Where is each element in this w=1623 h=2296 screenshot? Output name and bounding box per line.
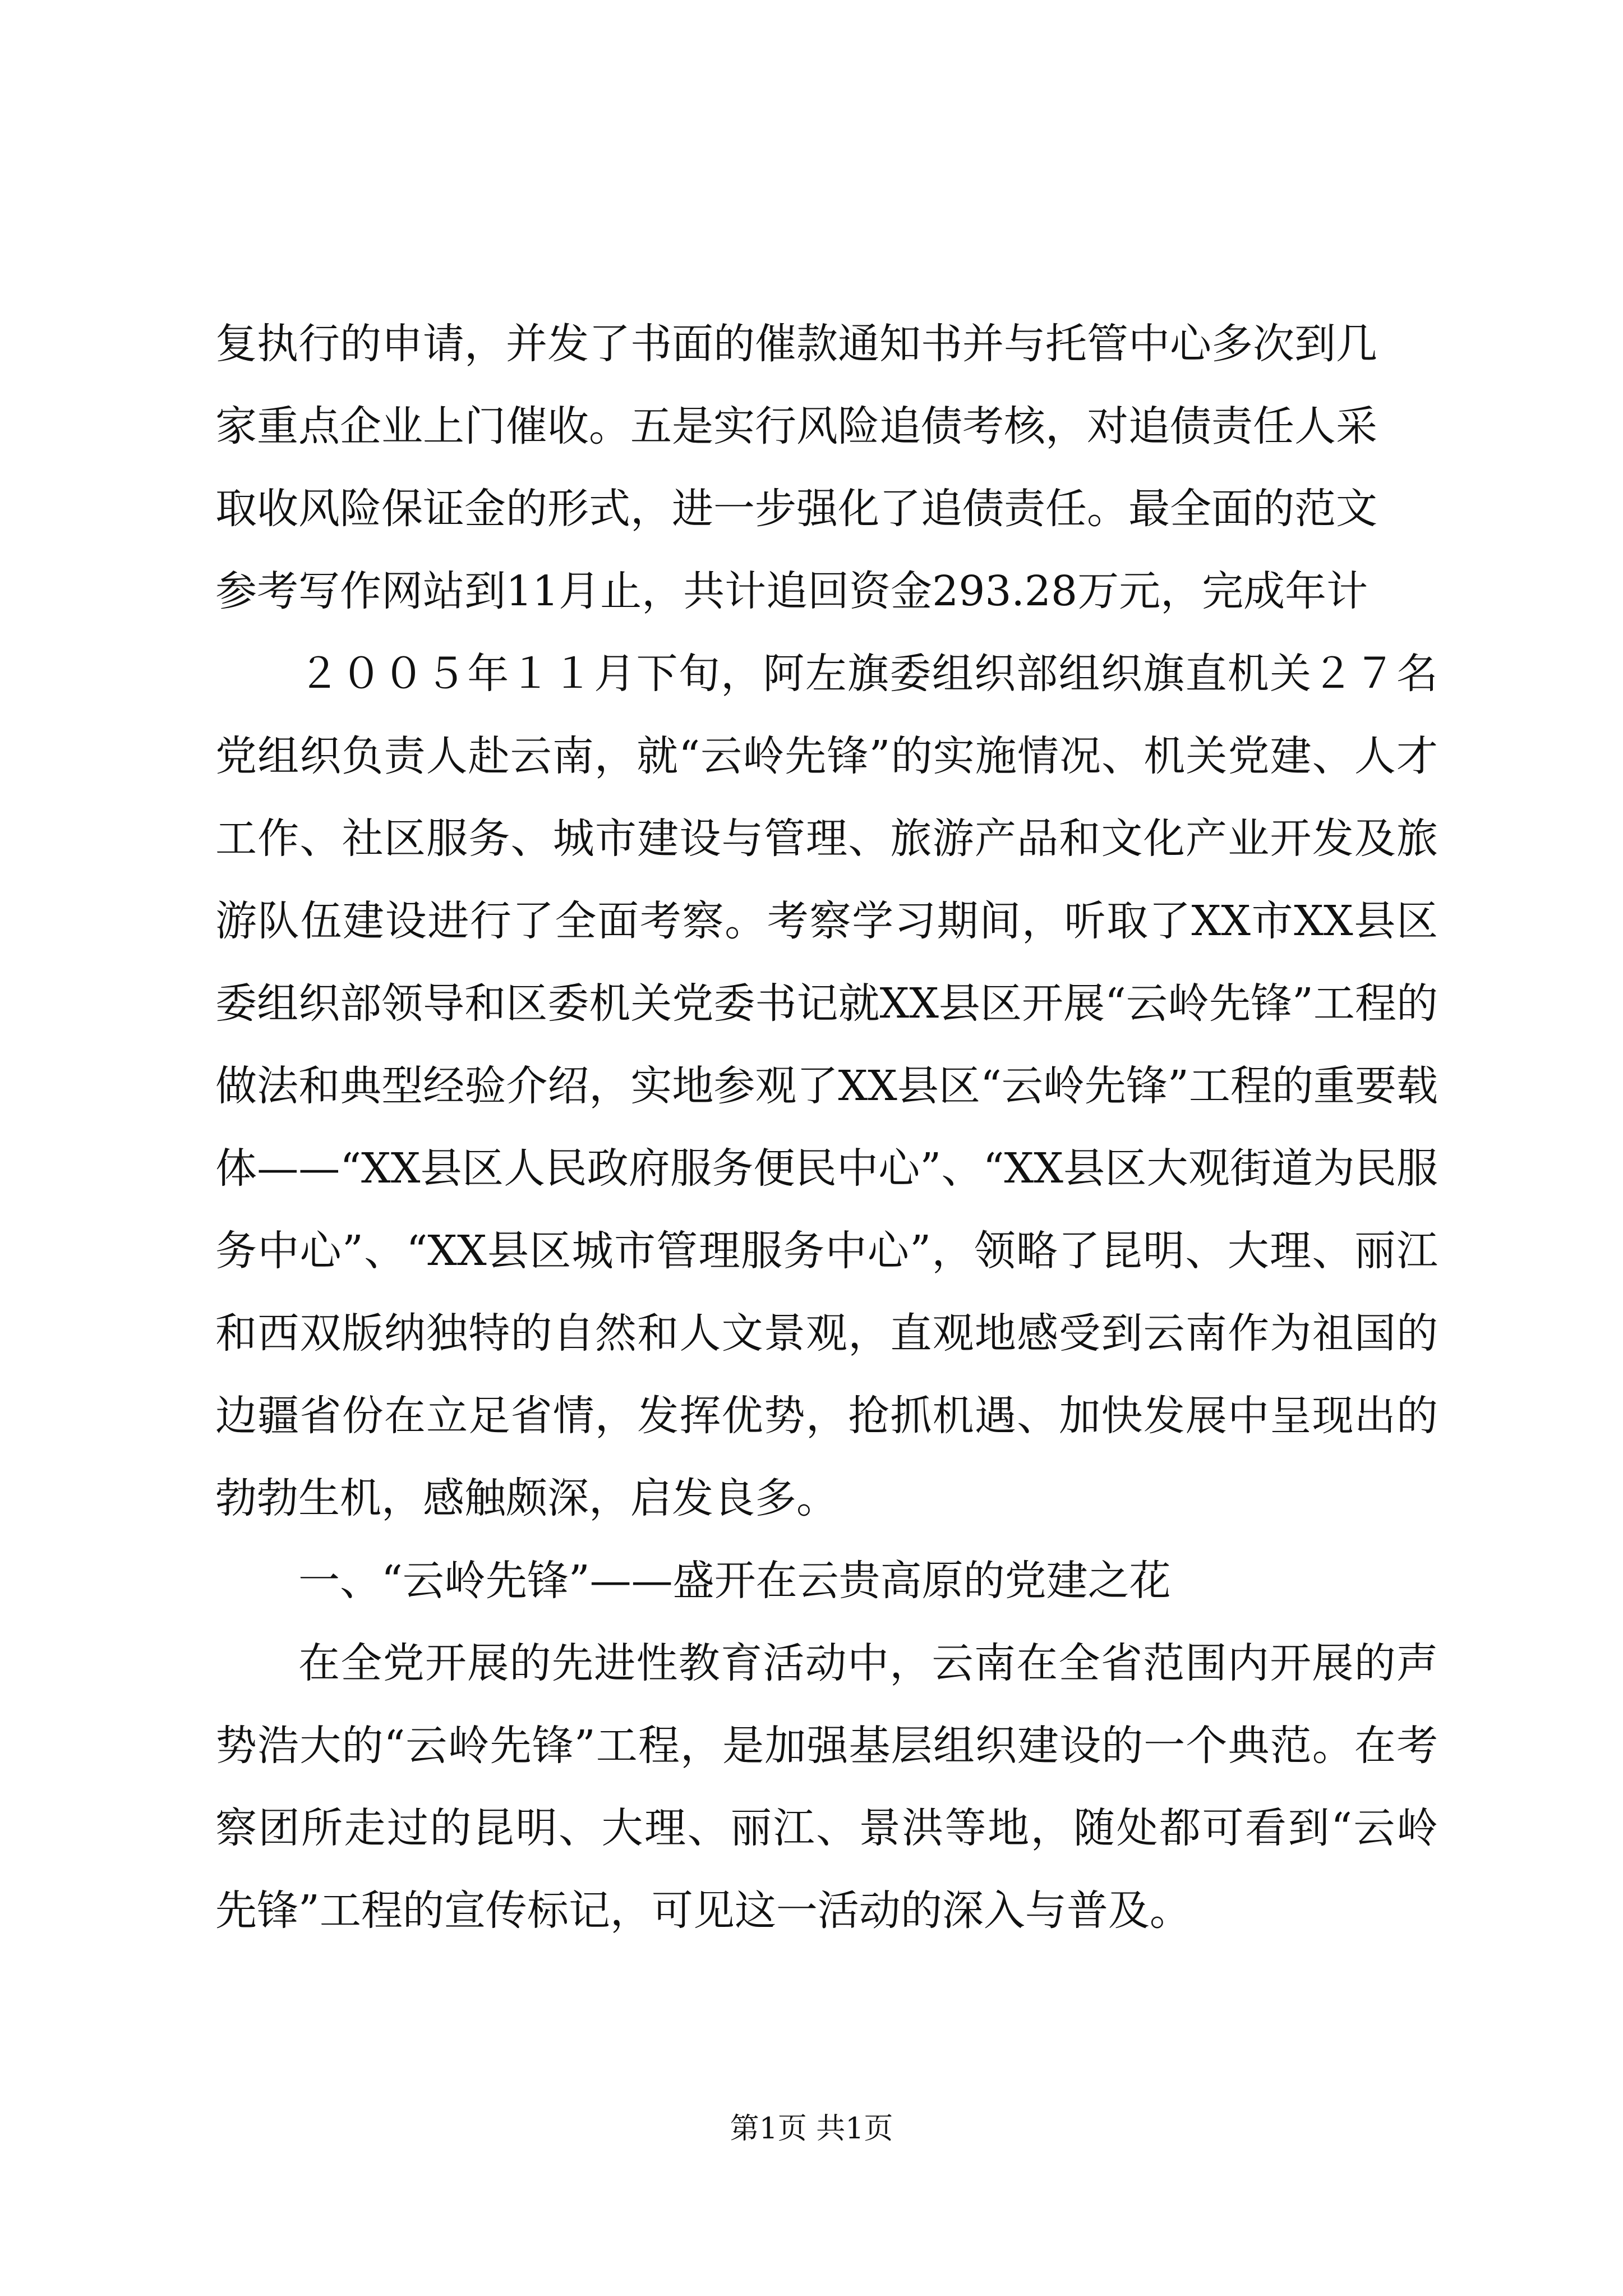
continued-line: 家重点企业上门催收。五是实行风险追债考核，对追债责任人采 [215, 402, 1377, 450]
document-body [215, 303, 1438, 1952]
continued-line: 参考写作网站到11月止，共计追回资金293.28万元，完成年计 [215, 567, 1368, 615]
paragraph-visit-report: ２００５年１１月下旬，阿左旗委组织部组织旗直机关２７名党组织负责人赴云南，就“云岭先锋”的实施情况、机关党建、人才工作、社区服务、城市建设与管理、旅游产品和文化产业开发及旅游队伍建设进行了全面考察。考察学习期间，听取了XX市XX县区委组织部领导和区委机关党委书记就XX县区开展“云岭先锋”工程的做法和典型经验介绍，实地参观了XX县区“云岭先锋”工程的重要载体——“XX县区人民政府服务便民中心”、“XX县区大观街道为民服务中心”、“XX县区城市管理服务中心”，领略了昆明、大理、丽江和西双版纳独特的自然和人文景观，直观地感受到云南作为祖国的边疆省份在立足省情，发挥优势，抢抓机遇、加快发展中呈现出的勃勃生机，感触颇深，启发良多。 [215, 650, 1438, 1522]
page-footer: 第1页 共1页 [730, 2112, 893, 2146]
paragraph-yunling-xianfeng: 在全党开展的先进性教育活动中，云南在全省范围内开展的声势浩大的“云岭先锋”工程，是加强基层组织建设的一个典范。在考察团所走过的昆明、大理、丽江、景洪等地，随处都可看到“云岭先锋”工程的宣传标记，可见这一活动的深入与普及。 [215, 1639, 1438, 1935]
section-heading: 一、“云岭先锋”——盛开在云贵高原的党建之花 [298, 1557, 1171, 1605]
continued-line: 取收风险保证金的形式，进一步强化了追债责任。最全面的范文 [215, 485, 1377, 533]
continued-line: 复执行的申请，并发了书面的催款通知书并与托管中心多次到几 [215, 320, 1377, 368]
